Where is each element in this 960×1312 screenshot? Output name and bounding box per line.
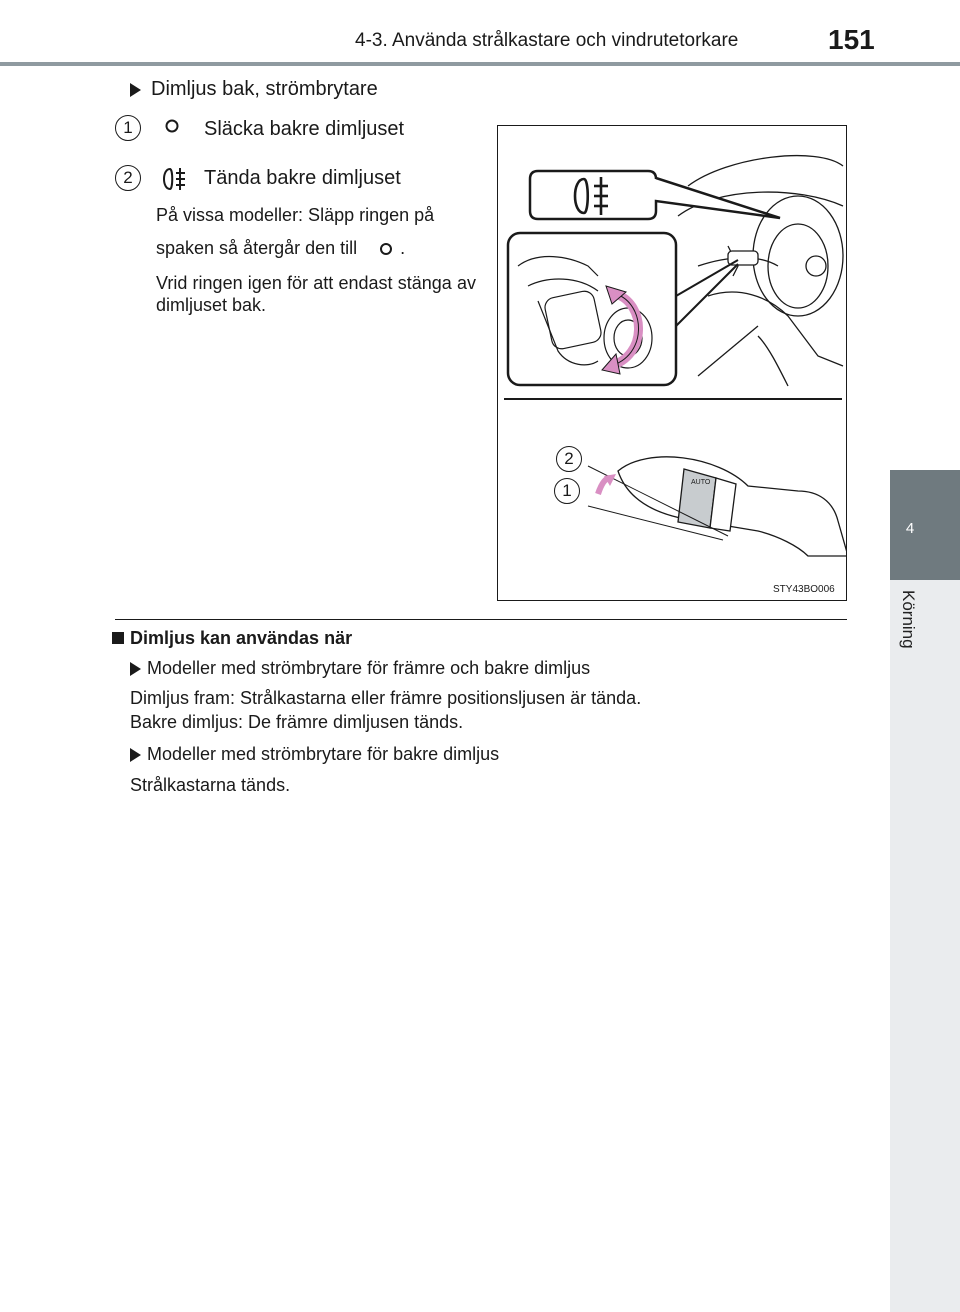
circle-off-icon <box>164 118 180 139</box>
conditions-sub1: Modeller med strömbrytare för främre och bakre dimljus <box>130 658 590 679</box>
circle-off-icon <box>380 243 392 255</box>
page-number: 151 <box>828 24 875 55</box>
note-line-2: spaken så återgår den till . <box>156 238 406 258</box>
chapter-number: 4 <box>905 520 915 537</box>
item-number-1: 1 <box>115 115 141 141</box>
bullet-arrow-icon <box>130 83 141 97</box>
conditions-sub1-line2: Bakre dimljus: De främre dimljusen tänds. <box>130 712 464 732</box>
section-divider <box>115 619 847 620</box>
bullet-arrow-icon <box>130 662 141 676</box>
conditions-heading: Dimljus kan användas när <box>112 628 352 649</box>
note-line-1: På vissa modeller: Släpp ringen på <box>156 205 435 225</box>
conditions-sub1-line1: Dimljus fram: Strålkastarna eller främre positionsljusen är tända. <box>130 688 642 708</box>
item-number-2: 2 <box>115 165 141 191</box>
item-label-1: Släcka bakre dimljuset <box>204 118 405 140</box>
section-title: 4-3. Använda strålkastare och vindrutetorkare <box>355 30 739 51</box>
conditions-sub2-line1: Strålkastarna tänds. <box>130 775 291 795</box>
illustration-figure <box>497 125 847 601</box>
note-paragraph-2: Vrid ringen igen för att endast stänga av dimljuset bak. <box>156 273 476 315</box>
rear-fog-heading-text: Dimljus bak, strömbrytare <box>151 78 378 100</box>
square-bullet-icon <box>112 632 124 644</box>
header-rule <box>0 62 960 66</box>
rear-fog-light-icon <box>158 166 190 197</box>
rear-fog-heading <box>130 78 378 101</box>
figure-callout-2: 2 <box>556 446 582 472</box>
conditions-sub2: Modeller med strömbrytare för bakre dimljus <box>130 744 499 765</box>
figure-code: STY43BO006 <box>773 584 835 595</box>
auto-label: AUTO <box>691 479 711 486</box>
figure-callout-1: 1 <box>554 478 580 504</box>
chapter-tab-strip <box>890 580 960 1312</box>
chapter-label: Körning <box>899 590 918 649</box>
item-label-2: Tända bakre dimljuset <box>204 167 401 189</box>
bullet-arrow-icon <box>130 748 141 762</box>
